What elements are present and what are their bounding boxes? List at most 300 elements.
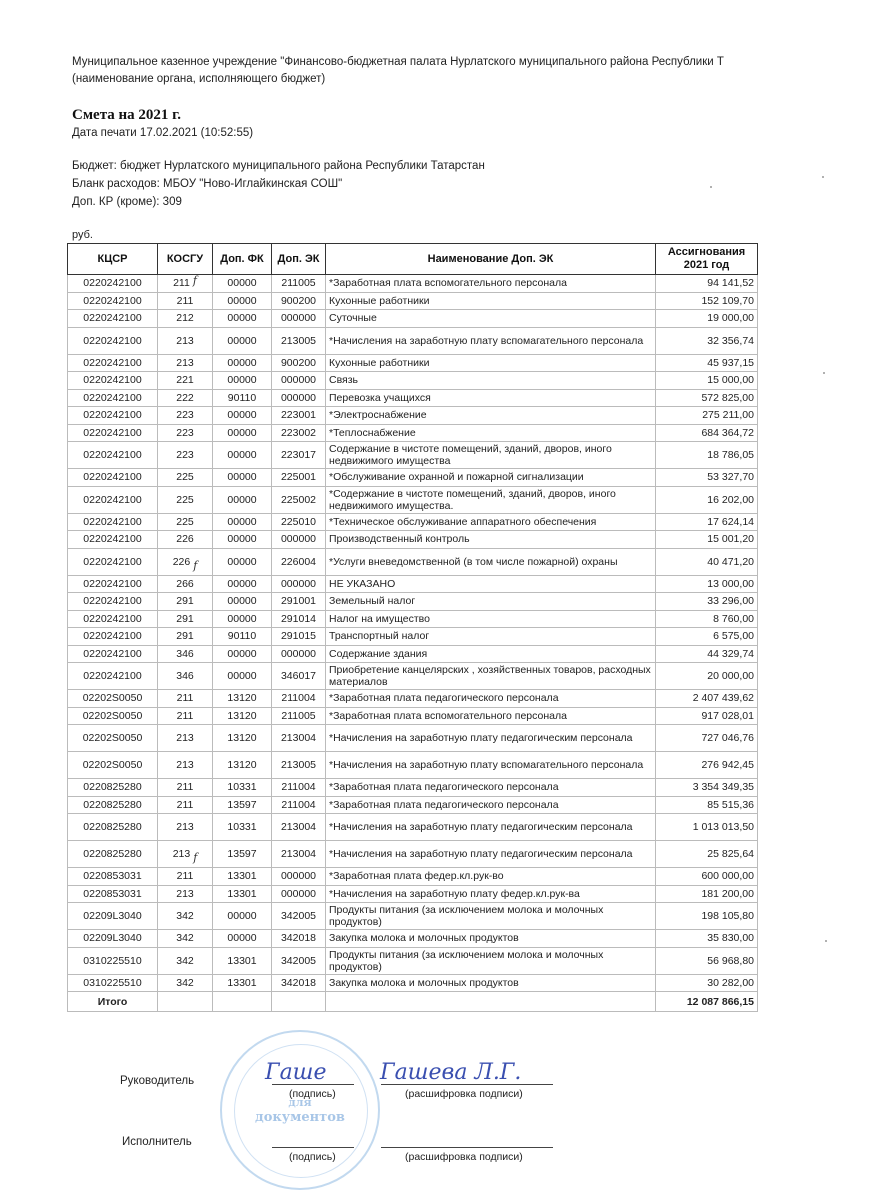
cell-ek-text: 342018 [280,932,317,945]
cell-amount [656,868,758,886]
cell-fk-text: 00000 [227,515,257,528]
table-row [68,354,758,372]
cell-fk-text: 13597 [227,848,257,860]
cell-kcsr [68,645,158,663]
total-row [68,992,758,1012]
cell-kosgu-text: 213 [176,759,194,771]
cell-kcsr-text: 0310225510 [83,954,142,967]
cell-name [326,841,656,868]
cell-name-text: Содержание здания [329,647,428,660]
cell-ek-text: 213005 [280,759,317,771]
cell-kosgu-text: 211 [176,709,194,722]
cell-kcsr-text: 0220242100 [83,630,142,643]
executor-label: Исполнитель [122,1136,192,1148]
cell-name [326,292,656,310]
column-header-amount: Ассигнования 2021 год [656,244,758,275]
cell-kosgu [158,593,213,611]
cell-kosgu [158,310,213,328]
cell-amount-text: 45 937,15 [707,356,754,369]
cell-name [326,442,656,469]
cell-ek [272,531,326,549]
cell-kcsr [68,593,158,611]
cell-ek-text: 000000 [280,533,317,546]
cell-ek [272,548,326,575]
cell-fk [213,469,272,487]
cell-fk-text: 00000 [227,356,257,369]
head-signature-line [272,1084,354,1085]
cell-kosgu [158,974,213,992]
cell-amount [656,548,758,575]
cell-name [326,796,656,814]
cell-kosgu [158,814,213,841]
head-signature: Гаше [265,1060,327,1085]
table-row [68,610,758,628]
total-amount: 12 087 866,15 [656,992,758,1012]
cell-ek [272,663,326,690]
cell-amount [656,628,758,646]
cell-kosgu-text: 266 [176,577,194,590]
table-row [68,575,758,593]
cell-kosgu [158,469,213,487]
cell-ek [272,930,326,948]
handwritten-check-mark: f [193,851,198,864]
cell-ek-text: 211004 [281,692,316,705]
cell-kosgu [158,327,213,354]
cell-kosgu [158,486,213,513]
cell-ek-text: 225010 [280,515,317,528]
cell-name-text: *Начисления на заработную плату вспомагательного персонала [329,759,644,771]
cell-ek [272,354,326,372]
cell-name [326,690,656,708]
table-row [68,442,758,469]
column-header-ek: Доп. ЭК [272,244,326,275]
cell-amount-text: 20 000,00 [707,670,754,682]
table-row [68,885,758,903]
cell-ek [272,469,326,487]
cell-kosgu-text: 342 [176,976,194,989]
cell-kosgu [158,645,213,663]
cell-kcsr-text: 02202S0050 [82,732,143,744]
cell-name [326,327,656,354]
cell-fk [213,868,272,886]
cell-ek [272,752,326,779]
cell-kosgu [158,930,213,948]
cell-amount-text: 1 013 013,50 [692,821,754,833]
cell-kcsr [68,707,158,725]
cell-name [326,645,656,663]
cell-fk [213,947,272,974]
cell-name [326,903,656,930]
cell-fk [213,593,272,611]
cell-fk [213,372,272,390]
cell-fk-text: 00000 [227,471,257,484]
cell-fk [213,796,272,814]
cell-ek-text: 223017 [280,449,317,461]
total-empty-cell [272,992,326,1012]
cell-kosgu [158,610,213,628]
table-row [68,707,758,725]
table-row [68,593,758,611]
cell-name-text: *Начисления на заработную плату федер.кл.рук-ва [329,887,580,900]
cell-fk [213,752,272,779]
cell-name-text: *Заработная плата вспомогательного персонала [329,709,567,722]
cell-kosgu [158,513,213,531]
cell-kosgu-text: 225 [176,493,194,506]
cell-kcsr [68,407,158,425]
cell-ek [272,575,326,593]
cell-kcsr [68,389,158,407]
cell-fk-text: 00000 [227,612,257,625]
cell-name [326,469,656,487]
cell-fk-text: 13301 [227,954,257,967]
cell-fk [213,407,272,425]
cell-kcsr [68,814,158,841]
cell-amount [656,292,758,310]
cell-name-text: Производственный контроль [329,533,470,546]
cell-kcsr [68,930,158,948]
stamp-text-top: для [288,1096,312,1109]
cell-fk-text: 00000 [227,409,257,422]
cell-kcsr-text: 0220242100 [83,426,142,439]
cell-kcsr [68,868,158,886]
cell-name [326,407,656,425]
cell-kcsr [68,292,158,310]
cell-kcsr [68,947,158,974]
scan-speck [710,186,712,188]
cell-name-text: *Техническое обслуживание аппаратного обеспечения [329,515,597,528]
cell-ek-text: 223002 [280,426,317,439]
cell-fk [213,725,272,752]
cell-ek [272,407,326,425]
cell-kcsr [68,424,158,442]
cell-kosgu-text: 213 [176,356,194,369]
cell-ek-text: 213005 [280,334,317,347]
cell-amount-text: 600 000,00 [701,870,754,883]
cell-kcsr [68,610,158,628]
cell-kosgu-text: 342 [176,910,194,922]
table-row [68,486,758,513]
cell-ek [272,645,326,663]
table-row [68,310,758,328]
table-row [68,513,758,531]
total-empty-cell [213,992,272,1012]
cell-kcsr-text: 0220242100 [83,294,142,307]
total-label: Итого [68,992,158,1012]
cell-kosgu [158,442,213,469]
cell-fk [213,610,272,628]
cell-fk [213,548,272,575]
executor-signature-line [272,1147,354,1148]
cell-amount-text: 3 354 349,35 [692,781,754,794]
cell-kcsr [68,841,158,868]
cell-name [326,389,656,407]
cell-kosgu [158,796,213,814]
cell-amount [656,389,758,407]
cell-kosgu [158,424,213,442]
cell-name-text: НЕ УКАЗАНО [329,577,396,590]
cell-kosgu [158,752,213,779]
cell-fk [213,442,272,469]
estimate-table [67,243,758,1012]
cell-fk-text: 00000 [227,555,257,568]
cell-amount [656,663,758,690]
cell-kosgu [158,372,213,390]
handwritten-check-mark: f [193,558,198,572]
cell-ek-text: 213004 [280,732,317,744]
cell-name-text: *Заработная плата педагогического персонала [329,781,559,794]
cell-name-text: Продукты питания (за исключением молока и молочных продуктов) [329,904,604,928]
cell-amount [656,690,758,708]
cell-kcsr-text: 0220242100 [83,577,142,590]
cell-kosgu-text: 213 [176,887,194,900]
cell-ek-text: 000000 [280,647,317,660]
cell-kosgu [158,628,213,646]
cell-amount-text: 15 001,20 [707,533,754,546]
table-row [68,372,758,390]
cell-kcsr-text: 0310225510 [83,976,142,989]
cell-amount [656,354,758,372]
table-row [68,868,758,886]
head-decoding-line [381,1084,553,1085]
cell-ek-text: 342005 [280,954,317,967]
cell-kosgu-text: 213 [176,334,194,347]
cell-kcsr-text: 0220242100 [83,471,142,484]
cell-ek-text: 900200 [280,294,317,307]
cell-name-text: Земельный налог [329,595,416,608]
cell-kcsr-text: 0220242100 [83,277,142,290]
cell-ek-text: 213004 [280,848,317,860]
cell-kcsr [68,548,158,575]
cell-name [326,610,656,628]
head-name-handwritten: Гашева Л.Г. [380,1060,522,1085]
cell-kosgu-text: 211 [176,294,194,307]
table-row [68,292,758,310]
head-label: Руководитель [120,1075,195,1087]
cell-amount-text: 17 624,14 [707,515,754,528]
cell-name [326,310,656,328]
cell-amount [656,407,758,425]
cell-kcsr-text: 0220242100 [83,670,142,682]
cell-name [326,424,656,442]
cell-ek [272,442,326,469]
column-header-name: Наименование Доп. ЭК [326,244,656,275]
cell-ek-text: 346017 [280,670,317,682]
cell-ek-text: 000000 [280,312,317,325]
cell-ek [272,513,326,531]
scan-speck [825,940,827,942]
cell-ek [272,868,326,886]
cell-fk-text: 13301 [227,976,257,989]
cell-ek-text: 000000 [280,391,317,404]
cell-ek-text: 225001 [280,471,317,484]
cell-amount-text: 40 471,20 [707,555,754,568]
organization-caption: (наименование органа, исполняющего бюджет) [72,73,326,85]
cell-amount-text: 572 825,00 [701,391,754,404]
cell-kosgu [158,354,213,372]
cell-kosgu-text: 225 [176,515,194,528]
cell-kcsr-text: 02202S0050 [82,759,143,771]
cell-fk [213,275,272,293]
cell-kcsr-text: 0220242100 [83,312,142,325]
cell-kcsr [68,513,158,531]
cell-name [326,885,656,903]
cell-kosgu [158,575,213,593]
cell-name [326,628,656,646]
cell-amount-text: 85 515,36 [707,798,754,811]
cell-amount [656,707,758,725]
cell-kosgu-text: 211 [176,692,194,705]
cell-fk-text: 00000 [227,647,257,660]
cell-ek-text: 000000 [280,577,317,590]
cell-ek [272,947,326,974]
table-row [68,407,758,425]
cell-kosgu [158,868,213,886]
cell-fk-text: 00000 [227,449,257,461]
cell-ek-text: 225002 [280,493,317,506]
cell-kosgu-text: 291 [176,612,194,625]
cell-name [326,930,656,948]
cell-ek [272,389,326,407]
cell-ek [272,327,326,354]
cell-amount-text: 276 942,45 [701,759,754,771]
cell-amount-text: 18 786,05 [707,449,754,461]
cell-kcsr-text: 0220853031 [83,870,142,883]
handwritten-check-mark: f [192,274,197,288]
stamp-text: документов [255,1110,345,1125]
cell-kosgu-text: 222 [176,391,194,404]
cell-kcsr [68,725,158,752]
cell-amount [656,725,758,752]
cell-amount-text: 181 200,00 [701,887,754,900]
cell-name [326,575,656,593]
column-header-fk: Доп. ФК [213,244,272,275]
cell-kcsr-text: 0220242100 [83,533,142,546]
cell-fk-text: 10331 [227,821,257,833]
head-decoding-caption: (расшифровка подписи) [405,1088,523,1100]
cell-name [326,663,656,690]
cell-name [326,707,656,725]
cell-kosgu-text: 211 [176,781,194,794]
cell-ek-text: 000000 [280,870,317,883]
cell-amount [656,469,758,487]
table-row [68,275,758,293]
cell-kcsr-text: 02209L3040 [83,910,142,922]
cell-kosgu-text: 213 [176,732,194,744]
cell-kcsr [68,690,158,708]
table-row [68,841,758,868]
expense-form-line: Бланк расходов: МБОУ "Ново-Иглайкинская СОШ" [72,178,343,190]
cell-name-text: *Заработная плата вспомогательного персонала [329,277,567,290]
cell-kosgu [158,707,213,725]
cell-kcsr [68,796,158,814]
cell-kosgu-text: 223 [176,449,194,461]
cell-fk-text: 00000 [227,294,257,307]
cell-name-text: *Заработная плата федер.кл.рук-во [329,870,504,883]
cell-amount-text: 275 211,00 [702,409,754,422]
cell-kcsr-text: 0220242100 [83,555,142,568]
cell-kcsr-text: 0220825280 [83,821,142,833]
cell-fk-text: 13120 [227,709,257,722]
scan-speck [823,372,825,374]
document-title: Смета на 2021 г. [72,107,182,123]
cell-kcsr-text: 0220242100 [83,374,142,387]
cell-kcsr-text: 0220242100 [83,409,142,422]
cell-ek [272,841,326,868]
cell-amount-text: 94 141,52 [707,277,754,290]
cell-name [326,779,656,797]
cell-fk-text: 00000 [227,312,257,325]
cell-amount-text: 152 109,70 [701,294,754,307]
cell-kcsr-text: 0220242100 [83,493,142,506]
cell-ek-text: 223001 [280,409,317,422]
table-row [68,752,758,779]
cell-kcsr-text: 02202S0050 [82,692,143,705]
cell-kosgu [158,903,213,930]
total-empty-cell [158,992,213,1012]
cell-name-text: *Начисления на заработную плату педагогическим персонала [329,821,633,833]
cell-kosgu [158,548,213,575]
cell-ek-text: 211005 [281,709,316,722]
cell-amount [656,610,758,628]
cell-fk [213,310,272,328]
cell-amount-text: 684 364,72 [701,426,754,439]
cell-fk-text: 00000 [227,277,257,290]
cell-name-text: Приобретение канцелярских , хозяйственных товаров, расходных материалов [329,664,651,688]
cell-amount [656,796,758,814]
cell-fk [213,814,272,841]
cell-amount-text: 2 407 439,62 [692,692,754,705]
cell-kosgu [158,275,213,293]
cell-kcsr [68,903,158,930]
table-row [68,531,758,549]
cell-kcsr-text: 0220242100 [83,595,142,608]
cell-kcsr [68,486,158,513]
cell-amount-text: 917 028,01 [701,709,754,722]
cell-fk [213,628,272,646]
cell-amount-text: 32 356,74 [707,334,754,347]
table-row [68,796,758,814]
cell-kosgu [158,779,213,797]
cell-kcsr [68,442,158,469]
table-header-row [68,244,758,275]
cell-fk [213,424,272,442]
cell-kcsr [68,752,158,779]
column-header-kosgu: КОСГУ [158,244,213,275]
table-row [68,327,758,354]
cell-kcsr-text: 02202S0050 [82,709,143,722]
cell-fk-text: 13301 [227,887,257,900]
cell-ek [272,372,326,390]
cell-kosgu [158,531,213,549]
cell-fk-text: 90110 [227,630,257,643]
cell-fk [213,327,272,354]
cell-fk-text: 00000 [227,533,257,546]
cell-amount [656,575,758,593]
cell-ek [272,707,326,725]
cell-amount [656,930,758,948]
cell-ek [272,690,326,708]
cell-kcsr [68,663,158,690]
cell-name-text: *Заработная плата педагогического персонала [329,798,559,811]
cell-kosgu-text: 346 [176,670,194,682]
cell-kcsr [68,469,158,487]
cell-name [326,974,656,992]
cell-name [326,548,656,575]
table-row [68,974,758,992]
cell-fk-text: 00000 [227,426,257,439]
cell-fk [213,779,272,797]
cell-name [326,593,656,611]
